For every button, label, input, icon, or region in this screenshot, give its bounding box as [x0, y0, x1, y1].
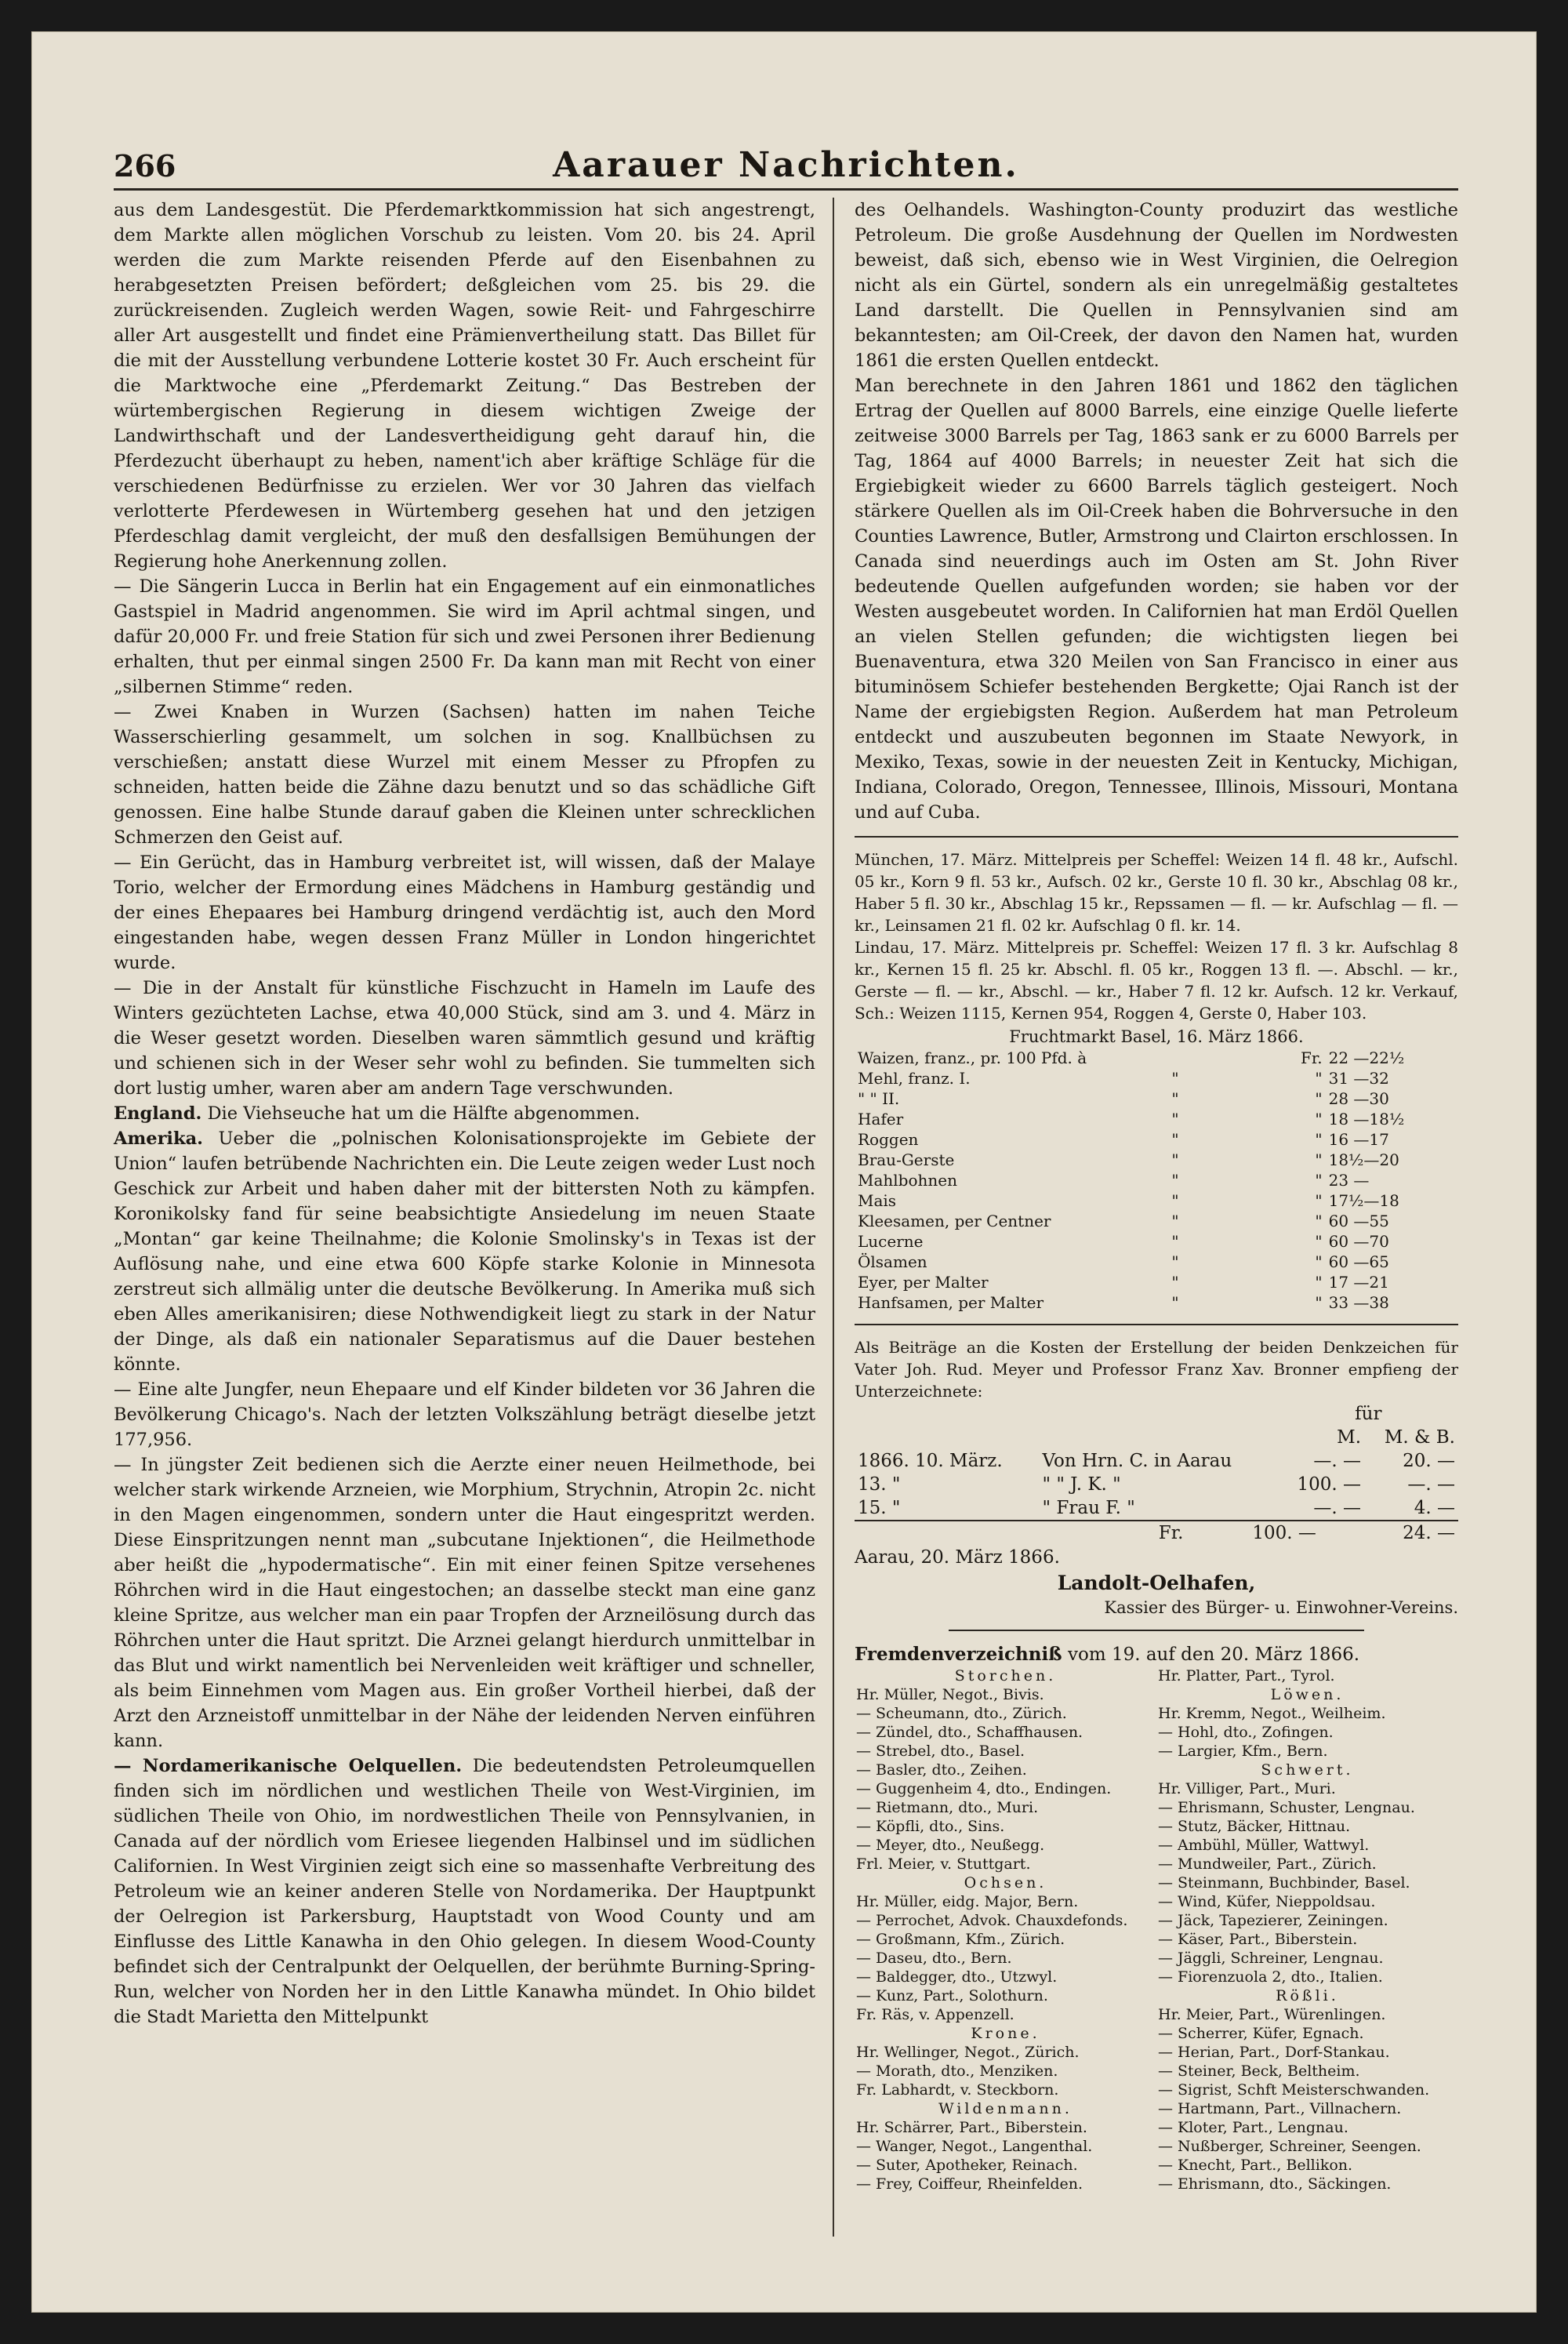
register-entry: — Hohl, dto., Zofingen. [1158, 1724, 1334, 1741]
price-unit: " [1171, 1171, 1179, 1190]
donation-date: 1866. 10. März. [858, 1451, 1003, 1471]
price-name: Waizen, franz., pr. 100 Pfd. à [858, 1048, 1087, 1067]
price-value: 28 —30 [1328, 1089, 1389, 1108]
register-row [855, 2025, 1458, 2044]
register-entry: — Scherrer, Küfer, Egnach. [1158, 2025, 1364, 2042]
price-row [855, 1048, 1458, 1068]
price-row [855, 1170, 1458, 1190]
register-entry: — Jäggli, Schreiner, Lengnau. [1158, 1950, 1384, 1967]
price-unit: " [1171, 1130, 1179, 1149]
register-row [855, 1761, 1458, 1780]
register-row [855, 2100, 1458, 2119]
price-unit: " [1171, 1110, 1179, 1128]
register-entry: Hr. Kremm, Negot., Weilheim. [1158, 1705, 1386, 1722]
price-value: 18½—20 [1328, 1150, 1399, 1169]
newspaper-sheet [31, 31, 1537, 2313]
price-row [855, 1109, 1458, 1129]
register-entry: — Ehrismann, Schuster, Lengnau. [1158, 1799, 1415, 1816]
price-value: 60 —65 [1328, 1252, 1389, 1271]
donation-date: 13. " [858, 1474, 901, 1495]
register-subtitle: vom 19. auf den 20. März 1866. [1067, 1644, 1360, 1665]
price-currency: " [1315, 1293, 1323, 1312]
register-row [855, 1893, 1458, 1912]
register-entry: — Zündel, dto., Schaffhausen. [856, 1724, 1083, 1741]
price-row [855, 1272, 1458, 1292]
register-entry: Hr. Platter, Part., Tyrol. [1158, 1667, 1335, 1684]
donations-table [855, 1402, 1458, 1520]
price-row [855, 1129, 1458, 1150]
price-unit: " [1171, 1232, 1179, 1251]
register-entry: Hr. Villiger, Part., Muri. [1158, 1780, 1336, 1797]
article-paragraph: — Ein Gerücht, das in Hamburg verbreitet ist, will wissen, daß der Malaye Torio, welcher der Ermordung eines Mädchens in Hamburg geständig und der eines Ehepaares bei Hamburg dringend verdächtig ist, auch den Mord eingestanden habe, wegen dessen Franz Müller in London hingerichtet wurde. [114, 852, 815, 973]
price-table [855, 1048, 1458, 1313]
register-row [855, 2175, 1458, 2194]
price-currency: " [1315, 1191, 1323, 1210]
price-currency: " [1315, 1089, 1323, 1108]
register-row [855, 1818, 1458, 1837]
register-row [855, 1705, 1458, 1724]
england-text: Die Viehseuche hat um die Hälfte abgenommen. [207, 1103, 641, 1124]
register-entry: — Sigrist, Schft Meisterschwanden. [1158, 2081, 1430, 2099]
register-entry: — Nußberger, Schreiner, Seengen. [1158, 2138, 1421, 2155]
donations-fuer: für [1355, 1404, 1382, 1424]
register-entry: — Mundweiler, Part., Zürich. [1158, 1855, 1377, 1873]
oelquellen-label: — Nordamerikanische Oelquellen. [114, 1756, 463, 1776]
signature-role: Kassier des Bürger- u. Einwohner-Vereins. [1104, 1598, 1458, 1617]
price-name: Kleesamen, per Centner [858, 1212, 1051, 1230]
price-unit: " [1171, 1212, 1179, 1230]
price-value: 22 —22½ [1328, 1048, 1405, 1067]
register-entry: — Daseu, dto., Bern. [856, 1950, 1012, 1967]
donations-total-m: 100. — [1252, 1523, 1316, 1543]
donation-date: 15. " [858, 1498, 901, 1518]
price-unit: " [1171, 1069, 1179, 1088]
article-paragraph: — Die in der Anstalt für künstliche Fischzucht in Hameln im Laufe des Winters gezüchteten Lachse, etwa 40,000 Stück, sind am 3. und 4. März in die Weser gesetzt worden. Dieselben waren sämmtlich gesund und kräftig und schienen sich in der Weser sehr wohl zu befinden. Sie tummelten sich dort lustig umher, waren aber am andern Tage verschwunden. [114, 978, 815, 1099]
register-heading [855, 1642, 1458, 1667]
register-entry: — Wind, Küfer, Nieppoldsau. [1158, 1893, 1376, 1910]
register-hotel-heading: Storchen. [954, 1667, 1057, 1684]
right-column [855, 198, 1458, 2194]
register-entry: — Großmann, Kfm., Zürich. [856, 1931, 1065, 1948]
register-row [855, 1686, 1458, 1705]
price-value: 23 — [1328, 1171, 1370, 1190]
register-row [855, 1968, 1458, 1987]
price-name: Mais [858, 1191, 897, 1210]
register-row [855, 1837, 1458, 1855]
donation-mb: —. — [1407, 1474, 1455, 1495]
price-name: Lucerne [858, 1232, 924, 1251]
guest-register [855, 1667, 1458, 2194]
signature-name: Landolt-Oelhafen, [1057, 1572, 1256, 1594]
register-entry: Fr. Räs, v. Appenzell. [856, 2006, 1014, 2023]
price-value: 17½—18 [1328, 1191, 1399, 1210]
market-report-lindau: Lindau, 17. März. Mittelpreis pr. Scheffel: Weizen 17 fl. 3 kr. Aufschlag 8 kr., Kernen 15 fl. 25 kr. Abschl. fl. 05 kr., Roggen 13 fl. —. Abschl. — kr., Gerste — fl. — kr., Abschl. — kr., Haber 7 fl. 12 kr. Aufsch. 12 kr. Verkauf, Sch.: Weizen 1115, Kernen 954, Roggen 4, Gerste 0, Haber 103. [855, 938, 1458, 1023]
register-row [855, 2119, 1458, 2138]
register-entry: Hr. Müller, Negot., Bivis. [856, 1686, 1044, 1703]
amerika-paragraph [114, 1126, 815, 1377]
article-paragraph: — Die Sängerin Lucca in Berlin hat ein Engagement auf ein einmonatliches Gastspiel in Madrid angenommen. Sie wird im April achtmal singen, und dafür 20,000 Fr. und freie Station für sich und zwei Personen ihrer Bedienung erhalten, thut per einmal singen 2500 Fr. Da kann man mit Recht von einer „silbernen Stimme“ reden. [114, 576, 815, 697]
register-row [855, 1780, 1458, 1799]
donation-row [855, 1496, 1458, 1520]
price-name: Eyer, per Malter [858, 1273, 989, 1292]
price-currency: " [1315, 1212, 1323, 1230]
column-rule [833, 198, 834, 2237]
amerika-label: Amerika. [114, 1128, 203, 1149]
register-hotel-heading: Rößli. [1276, 1987, 1339, 2004]
register-entry: Hr. Schärrer, Part., Biberstein. [856, 2119, 1087, 2136]
article-paragraph: Man berechnete in den Jahren 1861 und 1862 den täglichen Ertrag der Quellen auf 8000 Barrels, eine einzige Quelle lieferte zeitweise 3000 Barrels per Tag, 1863 sank er zu 6000 Barrels per Tag, 1864 auf 4000 Barrels; in neuester Zeit hat sich die Ergiebigkeit wieder zu 6600 Barrels täglich gesteigert. Noch stärkere Quellen als im Oil-Creek haben die Bohrversuche in den Counties Lawrence, Butler, Armstrong und Clairton erschlossen. In Canada sind neuerdings auch im Osten am St. John River bedeutende Quellen aufgefunden worden; sie haben vor der Westen ausgebeutet worden. In Californien hat man Erdöl Quellen an vielen Stellen gefunden; die wichtigsten liegen bei Buenaventura, etwa 320 Meilen von San Francisco in einer aus bituminösem Schiefer bestehenden Bergkette; Ojai Ranch ist der Name der ergiebigsten Region. Außerdem hat man Petroleum entdeckt und auszubeuten begonnen im Staate Newyork, in Mexiko, Texas, sowie in der neuesten Zeit in Kentucky, Michigan, Indiana, Colorado, Oregon, Tennessee, Illinois, Missouri, Montana und auf Cuba. [855, 376, 1458, 823]
amerika-text: Ueber die „polnischen Kolonisationsprojekte im Gebiete der Union“ laufen betrübende Nachrichten ein. Die Leute zeigen weder Lust noch Geschick zur Arbeit und haben daher mit der bittersten Noth zu kämpfen. Koronikolsky fand für seine beabsichtigte Ansiedelung im neuen Staate „Montan“ gar keine Theilnahme; die Kolonie Smolinsky's in Texas ist der Auflösung nahe, und eine etwa 600 Köpfe starke Kolonie in Minnesota zerstreut sich allmälig unter die deutsche Bevölkerung. In Amerika muß sich eben Alles amerikanisiren; diese Nothwendigkeit liegt zu stark in der Natur der Dinge, als daß ein nationaler Separatismus auf die Dauer bestehen könnte. [114, 1128, 816, 1375]
donation-m: 100. — [1297, 1474, 1362, 1495]
register-entry: Hr. Müller, eidg. Major, Bern. [856, 1893, 1079, 1910]
register-entry: Fr. Labhardt, v. Steckborn. [856, 2081, 1059, 2099]
england-label: England. [114, 1103, 202, 1124]
article-paragraph: — Eine alte Jungfer, neun Ehepaare und elf Kinder bildeten vor 36 Jahren die Bevölkerung Chicago's. Nach der letzten Volkszählung beträgt dieselbe jetzt 177,956. [114, 1379, 815, 1450]
article-paragraph: — Zwei Knaben in Wurzen (Sachsen) hatten im nahen Teiche Wasserschierling gesammelt, um solchen in sog. Knallbüchsen zu verschießen; anstatt diese Wurzel mit einem Messer zu Pfropfen zu schneiden, hatten beide die Zähne dazu benutzt und so das schädliche Gift genossen. Eine halbe Stunde darauf gaben die Kleinen unter schrecklichen Schmerzen den Geist auf. [114, 702, 815, 848]
price-currency: " [1315, 1130, 1323, 1149]
register-entry: — Wanger, Negot., Langenthal. [856, 2138, 1093, 2155]
register-row [855, 2044, 1458, 2062]
register-entry: — Hartmann, Part., Villnachern. [1158, 2100, 1402, 2117]
donation-mb: 4. — [1414, 1498, 1455, 1518]
price-row [855, 1211, 1458, 1231]
price-name: Hanfsamen, per Malter [858, 1293, 1044, 1312]
register-entry: — Steiner, Beck, Beltheim. [1158, 2062, 1360, 2080]
register-entry: — Guggenheim 4, dto., Endingen. [856, 1780, 1112, 1797]
register-hotel-heading: Wildenmann. [938, 2100, 1073, 2117]
price-row [855, 1088, 1458, 1109]
register-entry: — Knecht, Part., Bellikon. [1158, 2157, 1353, 2174]
register-entry: — Baldegger, dto., Utzwyl. [856, 1968, 1058, 1986]
price-currency: " [1315, 1252, 1323, 1271]
price-unit: " [1171, 1252, 1179, 1271]
article-paragraph: — In jüngster Zeit bedienen sich die Aerzte einer neuen Heilmethode, bei welcher stark wirkende Arzneien, wie Morphium, Strychnin, Atropin 2c. nicht in den Magen eingenommen, sondern unter die Haut eingespritzt werden. Diese Einspritzungen nennt man „subcutane Injektionen“, die Heilmethode aber heißt die „hypodermatische“. Ein mit einer feinen Spitze versehenes Röhrchen wird in die Haut eingestochen; an dasselbe steckt man eine ganz kleine Spritze, aus welcher man ein paar Tropfen der Arzneilösung durch das Röhrchen unter die Haut spritzt. Die Arznei gelangt hierdurch unmittelbar in das Blut und wirkt namentlich bei Nervenleiden weit kräftiger und schneller, als beim Einnehmen vom Magen aus. Ein großer Vortheil hierbei, daß der Arzt den Arzneistoff unmittelbar in der Nähe der leidenden Nerven einführen kann. [114, 1455, 815, 1751]
register-entry: — Kloter, Part., Lengnau. [1158, 2119, 1348, 2136]
price-value: 33 —38 [1328, 1293, 1389, 1312]
price-currency: " [1315, 1110, 1323, 1128]
price-currency: " [1315, 1232, 1323, 1251]
price-value: 17 —21 [1328, 1273, 1389, 1292]
register-row [855, 1855, 1458, 1874]
price-name: Mehl, franz. I. [858, 1069, 971, 1088]
england-paragraph [114, 1101, 815, 1126]
register-hotel-heading: Ochsen. [964, 1874, 1047, 1892]
register-entry: Hr. Wellinger, Negot., Zürich. [856, 2044, 1080, 2061]
register-hotel-heading: Krone. [971, 2025, 1040, 2042]
register-row [855, 1912, 1458, 1931]
price-row [855, 1292, 1458, 1313]
register-entry: — Herian, Part., Dorf-Stankau. [1158, 2044, 1390, 2061]
donations-total-label: Fr. [1158, 1523, 1184, 1543]
price-value: 60 —70 [1328, 1232, 1389, 1251]
donation-from: " " J. K. " [1042, 1474, 1121, 1495]
register-row [855, 1874, 1458, 1893]
register-row [855, 2138, 1458, 2157]
price-unit: " [1171, 1191, 1179, 1210]
price-value: 18 —18½ [1328, 1110, 1405, 1128]
masthead-title: Aarauer Nachrichten. [553, 145, 1019, 185]
price-row [855, 1231, 1458, 1252]
market-basel-title: Fruchtmarkt Basel, 16. März 1866. [1009, 1027, 1304, 1046]
donation-m: —. — [1313, 1498, 1362, 1518]
article-paragraph: des Oelhandels. Washington-County produzirt das westliche Petroleum. Die große Ausdehnung der Quellen im Nordwesten beweist, daß sich, ebenso wie in West Virginien, die Oelregion nicht als ein Gürtel, sondern als ein unregelmäßig gestaltetes Land darstellt. Die Quellen in Pennsylvanien sind am bekanntesten; am Oil-Creek, der davon den Namen hat, wurden 1861 die ersten Quellen entdeckt. [855, 200, 1458, 371]
register-entry: — Scheumann, dto., Zürich. [856, 1705, 1067, 1722]
donations-col-mb: M. & B. [1384, 1427, 1455, 1448]
article-paragraph: aus dem Landesgestüt. Die Pferdemarktkommission hat sich angestrengt, dem Markte allen möglichen Vorschub zu leisten. Vom 20. bis 24. April werden die zum Markte reisenden Pferde auf den Eisenbahnen zu herabgesetzten Preisen befördert; deßgleichen vom 25. bis 29. die zurückreisenden. Zugleich werden Wagen, sowie Reit- und Fahrgeschirre aller Art ausgestellt und findet eine Prämienvertheilung statt. Das Billet für die mit der Ausstellung verbundene Lotterie kostet 30 Fr. Auch erscheint für die Marktwoche eine „Pferdemarkt Zeitung.“ Das Bestreben der würtembergischen Regierung in diesem wichtigen Zweige der Landwirthschaft und der Landesvertheidigung geht darauf hin, die Pferdezucht überhaupt zu heben, nament'ich aber kräftige Schläge für die verschiedenen Bedürfnisse zu erzielen. Wer vor 30 Jahren das vielfach verlotterte Pferdewesen in Würtemberg gesehen hat und den jetzigen Pferdeschlag damit vergleicht, der muß den desfallsigen Bemühungen der Regierung hohe Anerkennung zollen. [114, 200, 815, 572]
price-currency: " [1315, 1171, 1323, 1190]
section-divider [855, 836, 1458, 838]
register-entry: Frl. Meier, v. Stuttgart. [856, 1855, 1031, 1873]
donation-from: " Frau F. " [1042, 1498, 1135, 1518]
price-unit: " [1171, 1273, 1179, 1292]
register-entry: — Köpfli, dto., Sins. [856, 1818, 1005, 1835]
price-row [855, 1150, 1458, 1170]
register-entry: — Rietmann, dto., Muri. [856, 1799, 1039, 1816]
register-row [855, 1931, 1458, 1950]
section-divider [949, 1630, 1364, 1631]
register-entry: — Morath, dto., Menziken. [856, 2062, 1058, 2080]
price-unit: " [1171, 1150, 1179, 1169]
register-entry: — Stutz, Bäcker, Hittnau. [1158, 1818, 1351, 1835]
donation-from: Von Hrn. C. in Aarau [1042, 1451, 1232, 1471]
price-unit: " [1171, 1293, 1179, 1312]
oelquellen-paragraph [114, 1753, 815, 2030]
price-unit: " [1171, 1089, 1179, 1108]
price-currency: " [1315, 1069, 1323, 1088]
register-entry: — Perrochet, Advok. Chauxdefonds. [856, 1912, 1128, 1929]
register-row [855, 1724, 1458, 1743]
register-entry: — Frey, Coiffeur, Rheinfelden. [856, 2175, 1083, 2193]
register-row [855, 1950, 1458, 1968]
register-entry: — Largier, Kfm., Bern. [1158, 1743, 1328, 1760]
price-currency: " [1315, 1150, 1323, 1169]
register-hotel-heading: Löwen. [1270, 1686, 1345, 1703]
register-row [855, 2006, 1458, 2025]
register-row [855, 1799, 1458, 1818]
price-name: Brau-Gerste [858, 1150, 955, 1169]
left-column [114, 198, 815, 2030]
donations-total [855, 1520, 1458, 1545]
register-entry: — Kunz, Part., Solothurn. [856, 1987, 1048, 2004]
register-entry: — Steinmann, Buchbinder, Basel. [1158, 1874, 1410, 1892]
register-entry: Hr. Meier, Part., Würenlingen. [1158, 2006, 1386, 2023]
register-row [855, 1667, 1458, 1686]
register-title: Fremdenverzeichniß [855, 1644, 1062, 1665]
page-header [114, 141, 1458, 191]
register-entry: — Strebel, dto., Basel. [856, 1743, 1025, 1760]
register-entry: — Meyer, dto., Neußegg. [856, 1837, 1045, 1854]
price-value: 16 —17 [1328, 1130, 1389, 1149]
register-entry: — Ehrismann, dto., Säckingen. [1158, 2175, 1392, 2193]
price-name: Roggen [858, 1130, 919, 1149]
oelquellen-text: Die bedeutendsten Petroleumquellen finden sich im nördlichen und westlichen Theile von West-Virginien, im südlichen Theile von Ohio, im nordwestlichen Theile von Pennsylvanien, in Canada auf der nördlich vom Eriesee liegenden Halbinsel und im südlichen Californien. In West Virginien zeigt sich eine so massenhafte Verbreitung des Petroleum wie an keiner anderen Stelle von Nordamerika. Der Hauptpunkt der Oelregion ist Parkersburg, Hauptstadt von Wood County und am Einflusse des Little Kanawha in den Ohio gelegen. In diesem Wood-County befindet sich der Centralpunkt der Oelquellen, der berühmte Burning-Spring-Run, welcher von Norden her in den Little Kanawha mündet. In Ohio bildet die Stadt Marietta den Mittelpunkt [114, 1756, 816, 2027]
register-row [855, 1987, 1458, 2006]
register-entry: — Käser, Part., Biberstein. [1158, 1931, 1358, 1948]
page-number: 266 [114, 148, 176, 184]
price-value: 31 —32 [1328, 1069, 1389, 1088]
price-unit [1168, 1048, 1277, 1068]
price-name: Ölsamen [858, 1252, 927, 1271]
donations-col-m: M. [1337, 1427, 1362, 1448]
donation-row [855, 1473, 1458, 1496]
price-name: " " II. [858, 1089, 900, 1108]
register-entry: — Basler, dto., Zeihen. [856, 1761, 1027, 1779]
price-row [855, 1068, 1458, 1088]
price-row [855, 1190, 1458, 1211]
price-value: 60 —55 [1328, 1212, 1389, 1230]
register-entry: — Suter, Apotheker, Reinach. [856, 2157, 1078, 2174]
price-name: Hafer [858, 1110, 904, 1128]
register-row [855, 1743, 1458, 1761]
section-divider [855, 1324, 1458, 1325]
donations-total-mb: 24. — [1403, 1523, 1455, 1543]
register-entry: — Jäck, Tapezierer, Zeiningen. [1158, 1912, 1388, 1929]
newspaper-page [114, 102, 1458, 2282]
donations-intro: Als Beiträge an die Kosten der Erstellung der beiden Denkzeichen für Vater Joh. Rud. Meyer und Professor Franz Xav. Bronner empfieng der Unterzeichnete: [855, 1338, 1458, 1401]
donation-row [855, 1449, 1458, 1473]
register-row [855, 2081, 1458, 2100]
price-currency: Fr. [1300, 1048, 1323, 1067]
signature-place: Aarau, 20. März 1866. [855, 1547, 1060, 1568]
register-hotel-heading: Schwert. [1261, 1761, 1354, 1779]
donation-m: —. — [1313, 1451, 1362, 1471]
register-row [855, 2157, 1458, 2175]
register-entry: — Fiorenzuola 2, dto., Italien. [1158, 1968, 1383, 1986]
price-row [855, 1252, 1458, 1272]
donation-mb: 20. — [1403, 1451, 1455, 1471]
price-name: Mahlbohnen [858, 1171, 958, 1190]
register-entry: — Ambühl, Müller, Wattwyl. [1158, 1837, 1370, 1854]
price-currency: " [1315, 1273, 1323, 1292]
market-report-muenchen: München, 17. März. Mittelpreis per Scheffel: Weizen 14 fl. 48 kr., Aufschl. 05 kr., Korn 9 fl. 53 kr., Aufsch. 02 kr., Gerste 10 fl. 30 kr., Abschlag 08 kr., Haber 5 fl. 30 kr., Abschlag 15 kr., Repssamen — fl. — kr. Aufschlag — fl. — kr., Leinsamen 21 fl. 02 kr. Aufschlag 0 fl. kr. 14. [855, 850, 1458, 935]
register-row [855, 2062, 1458, 2081]
